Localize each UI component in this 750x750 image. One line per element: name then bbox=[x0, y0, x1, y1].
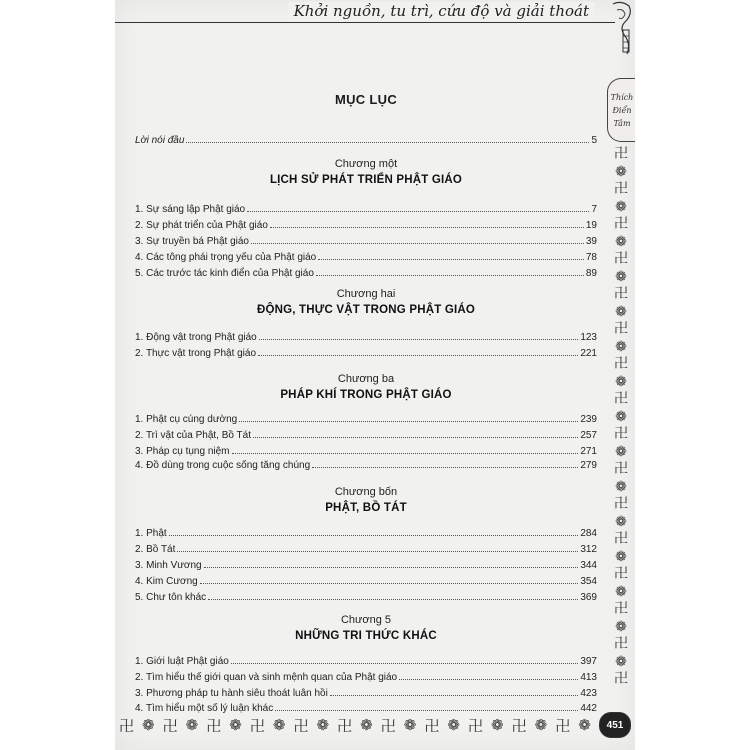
leader-dots bbox=[186, 141, 589, 143]
author-tab-line: Thích bbox=[610, 92, 634, 102]
entry-label: 3. Sự truyền bá Phật giáo bbox=[135, 236, 249, 247]
flower-ornament-icon: ❁ bbox=[316, 717, 330, 734]
entry-label: 4. Tìm hiểu một số lý luận khác bbox=[135, 703, 274, 714]
toc-entry[interactable] bbox=[135, 411, 597, 425]
entry-page: 89 bbox=[585, 268, 597, 279]
entry-label: 5. Các trước tác kinh điển của Phật giáo bbox=[135, 268, 314, 279]
swastika-ornament-icon: 卍 bbox=[293, 717, 309, 735]
swastika-ornament-icon: 卍 bbox=[614, 635, 628, 651]
chapter-title: PHẬT, BỒ TÁT bbox=[325, 502, 407, 514]
leader-dots bbox=[232, 452, 579, 454]
swastika-ornament-icon: 卍 bbox=[424, 717, 440, 735]
toc-entry[interactable] bbox=[135, 685, 597, 699]
chapter-label: Chương ba bbox=[337, 373, 395, 385]
toc-entry[interactable] bbox=[135, 201, 597, 215]
toc-entry[interactable] bbox=[135, 427, 597, 441]
leader-dots bbox=[259, 338, 579, 340]
entry-page: 344 bbox=[580, 560, 597, 571]
flower-ornament-icon: ❁ bbox=[615, 512, 627, 529]
author-tab-line: Tâm bbox=[613, 118, 631, 128]
chapter-title: ĐỘNG, THỰC VẬT TRONG PHẬT GIÁO bbox=[256, 304, 476, 316]
entry-label: 2. Tìm hiểu thế giới quan và sinh mệnh quan của Phật giáo bbox=[135, 672, 398, 683]
swastika-ornament-icon: 卍 bbox=[614, 600, 628, 616]
entry-label: 3. Phương pháp tu hành siêu thoát luân hồi bbox=[135, 688, 328, 699]
toc-entry[interactable] bbox=[135, 345, 597, 359]
swastika-ornament-icon: 卍 bbox=[162, 717, 178, 735]
toc-intro-entry[interactable] bbox=[135, 132, 597, 146]
entry-page: 354 bbox=[580, 576, 597, 587]
side-ornament-border bbox=[607, 145, 635, 690]
swastika-ornament-icon: 卍 bbox=[614, 425, 628, 441]
leader-dots bbox=[316, 274, 584, 276]
toc-entry[interactable] bbox=[135, 217, 597, 231]
entry-label: 2. Thực vật trong Phật giáo bbox=[135, 348, 257, 359]
swastika-ornament-icon: 卍 bbox=[614, 460, 628, 476]
flower-ornament-icon: ❁ bbox=[615, 617, 627, 634]
entry-page: 221 bbox=[580, 348, 597, 359]
page-number-badge bbox=[599, 712, 631, 738]
entry-label: 1. Giới luật Phật giáo bbox=[135, 656, 229, 667]
entry-page: 413 bbox=[580, 672, 597, 683]
leader-dots bbox=[208, 598, 578, 600]
flower-ornament-icon: ❁ bbox=[615, 407, 627, 424]
entry-page: 5 bbox=[591, 135, 597, 146]
swastika-ornament-icon: 卍 bbox=[249, 717, 265, 735]
swastika-ornament-icon: 卍 bbox=[511, 717, 527, 735]
leader-dots bbox=[169, 534, 579, 536]
leader-dots bbox=[253, 436, 578, 438]
leader-dots bbox=[231, 662, 578, 664]
toc-entry[interactable] bbox=[135, 457, 597, 471]
entry-label: 5. Chư tôn khác bbox=[135, 592, 207, 603]
chapter-title: PHÁP KHÍ TRONG PHẬT GIÁO bbox=[280, 389, 452, 401]
toc-entry[interactable] bbox=[135, 525, 597, 539]
swastika-ornament-icon: 卍 bbox=[614, 285, 628, 301]
entry-page: 19 bbox=[585, 220, 597, 231]
leader-dots bbox=[275, 709, 578, 711]
flower-ornament-icon: ❁ bbox=[615, 302, 627, 319]
swastika-ornament-icon: 卍 bbox=[555, 717, 571, 735]
entry-page: 257 bbox=[580, 430, 597, 441]
flower-ornament-icon: ❁ bbox=[360, 717, 373, 734]
toc-entry[interactable] bbox=[135, 249, 597, 263]
leader-dots bbox=[239, 420, 578, 422]
entry-page: 239 bbox=[580, 414, 597, 425]
author-side-tab bbox=[607, 78, 635, 142]
toc-entry[interactable] bbox=[135, 573, 597, 587]
toc-title: MỤC LỤC bbox=[334, 92, 398, 107]
swastika-ornament-icon: 卍 bbox=[614, 215, 628, 231]
swastika-ornament-icon: 卍 bbox=[614, 145, 628, 161]
toc-entry[interactable] bbox=[135, 700, 597, 714]
chapter-label: Chương một bbox=[334, 158, 398, 170]
entry-label: 2. Trì vật của Phật, Bồ Tát bbox=[135, 430, 251, 441]
entry-label: 1. Động vật trong Phật giáo bbox=[135, 332, 257, 343]
flower-ornament-icon: ❁ bbox=[615, 232, 627, 249]
leader-dots bbox=[204, 566, 579, 568]
entry-label: 4. Các tông phái trọng yếu của Phật giáo bbox=[135, 252, 317, 263]
page-number: 451 bbox=[606, 719, 624, 731]
leader-dots bbox=[330, 694, 578, 696]
entry-page: 271 bbox=[580, 446, 597, 457]
flower-ornament-icon: ❁ bbox=[272, 717, 286, 734]
entry-page: 284 bbox=[580, 528, 597, 539]
entry-page: 369 bbox=[580, 592, 597, 603]
entry-label: 2. Bồ Tát bbox=[135, 544, 176, 555]
entry-label: 4. Kim Cương bbox=[135, 576, 198, 587]
author-tab-line: Điển bbox=[612, 105, 632, 115]
leader-dots bbox=[247, 210, 589, 212]
leader-dots bbox=[312, 466, 578, 468]
leader-dots bbox=[258, 354, 578, 356]
leader-dots bbox=[251, 242, 584, 244]
running-header-title: Khởi nguồn, tu trì, cứu độ và giải thoát bbox=[288, 2, 595, 20]
entry-label: 1. Phật bbox=[135, 528, 167, 539]
chapter-title: LỊCH SỬ PHÁT TRIỂN PHẬT GIÁO bbox=[269, 174, 463, 186]
leader-dots bbox=[200, 582, 579, 584]
flower-ornament-icon: ❁ bbox=[142, 717, 155, 734]
flower-ornament-icon: ❁ bbox=[615, 652, 627, 669]
swastika-ornament-icon: 卍 bbox=[614, 530, 628, 546]
leader-dots bbox=[318, 258, 584, 260]
flower-ornament-icon: ❁ bbox=[615, 197, 627, 214]
toc-entry[interactable] bbox=[135, 669, 597, 683]
flower-ornament-icon: ❁ bbox=[185, 717, 199, 734]
swastika-ornament-icon: 卍 bbox=[380, 717, 396, 735]
book-page bbox=[115, 0, 635, 750]
flower-ornament-icon: ❁ bbox=[534, 717, 548, 734]
toc-entry[interactable] bbox=[135, 265, 597, 279]
chapter-label: Chương hai bbox=[336, 288, 396, 300]
swastika-ornament-icon: 卍 bbox=[206, 717, 222, 735]
entry-label: 1. Phật cụ cúng dường bbox=[135, 414, 238, 425]
flower-ornament-icon: ❁ bbox=[615, 162, 627, 179]
entry-page: 279 bbox=[580, 460, 597, 471]
leader-dots bbox=[177, 550, 578, 552]
entry-page: 442 bbox=[580, 703, 597, 714]
toc-entry[interactable] bbox=[135, 653, 597, 667]
chapter-label: Chương bốn bbox=[334, 486, 398, 498]
swastika-ornament-icon: 卍 bbox=[614, 495, 628, 511]
leader-dots bbox=[270, 226, 584, 228]
entry-page: 78 bbox=[585, 252, 597, 263]
flower-ornament-icon: ❁ bbox=[615, 582, 627, 599]
flower-ornament-icon: ❁ bbox=[615, 547, 627, 564]
flower-ornament-icon: ❁ bbox=[615, 442, 627, 459]
swastika-ornament-icon: 卍 bbox=[614, 670, 628, 686]
entry-label: 4. Đồ dùng trong cuộc sống tăng chúng bbox=[135, 460, 311, 471]
toc-entry[interactable] bbox=[135, 589, 597, 603]
entry-label: 2. Sự phát triển của Phật giáo bbox=[135, 220, 268, 231]
swastika-ornament-icon: 卍 bbox=[614, 180, 628, 196]
swastika-ornament-icon: 卍 bbox=[337, 717, 353, 735]
flower-ornament-icon: ❁ bbox=[447, 717, 460, 734]
flower-ornament-icon: ❁ bbox=[615, 477, 627, 494]
toc-entry[interactable] bbox=[135, 541, 597, 555]
entry-label: Lời nói đầu bbox=[135, 135, 185, 146]
toc-entry[interactable] bbox=[135, 233, 597, 247]
flower-ornament-icon: ❁ bbox=[403, 717, 417, 734]
entry-page: 39 bbox=[585, 236, 597, 247]
entry-page: 123 bbox=[580, 332, 597, 343]
entry-label: 3. Pháp cụ tụng niệm bbox=[135, 446, 230, 457]
entry-label: 3. Minh Vương bbox=[135, 560, 202, 571]
leader-dots bbox=[399, 678, 578, 680]
corner-ornament-icon bbox=[611, 0, 635, 60]
chapter-label: Chương 5 bbox=[340, 614, 392, 626]
toc-entry[interactable] bbox=[135, 557, 597, 571]
flower-ornament-icon: ❁ bbox=[615, 267, 627, 284]
chapter-title: NHỮNG TRI THỨC KHÁC bbox=[295, 630, 437, 642]
flower-ornament-icon: ❁ bbox=[229, 717, 242, 734]
entry-page: 312 bbox=[580, 544, 597, 555]
running-header bbox=[115, 0, 635, 34]
flower-ornament-icon: ❁ bbox=[615, 337, 627, 354]
entry-page: 7 bbox=[591, 204, 597, 215]
swastika-ornament-icon: 卍 bbox=[614, 355, 628, 371]
swastika-ornament-icon: 卍 bbox=[614, 565, 628, 581]
entry-page: 423 bbox=[580, 688, 597, 699]
flower-ornament-icon: ❁ bbox=[491, 717, 504, 734]
header-rule bbox=[115, 22, 615, 23]
entry-page: 397 bbox=[580, 656, 597, 667]
swastika-ornament-icon: 卍 bbox=[614, 320, 628, 336]
toc-entry[interactable] bbox=[135, 443, 597, 457]
swastika-ornament-icon: 卍 bbox=[468, 717, 484, 735]
flower-ornament-icon: ❁ bbox=[578, 717, 591, 734]
flower-ornament-icon: ❁ bbox=[615, 372, 627, 389]
swastika-ornament-icon: 卍 bbox=[614, 250, 628, 266]
swastika-ornament-icon: 卍 bbox=[119, 717, 135, 735]
toc-entry[interactable] bbox=[135, 329, 597, 343]
swastika-ornament-icon: 卍 bbox=[614, 390, 628, 406]
entry-label: 1. Sự sáng lập Phật giáo bbox=[135, 204, 246, 215]
